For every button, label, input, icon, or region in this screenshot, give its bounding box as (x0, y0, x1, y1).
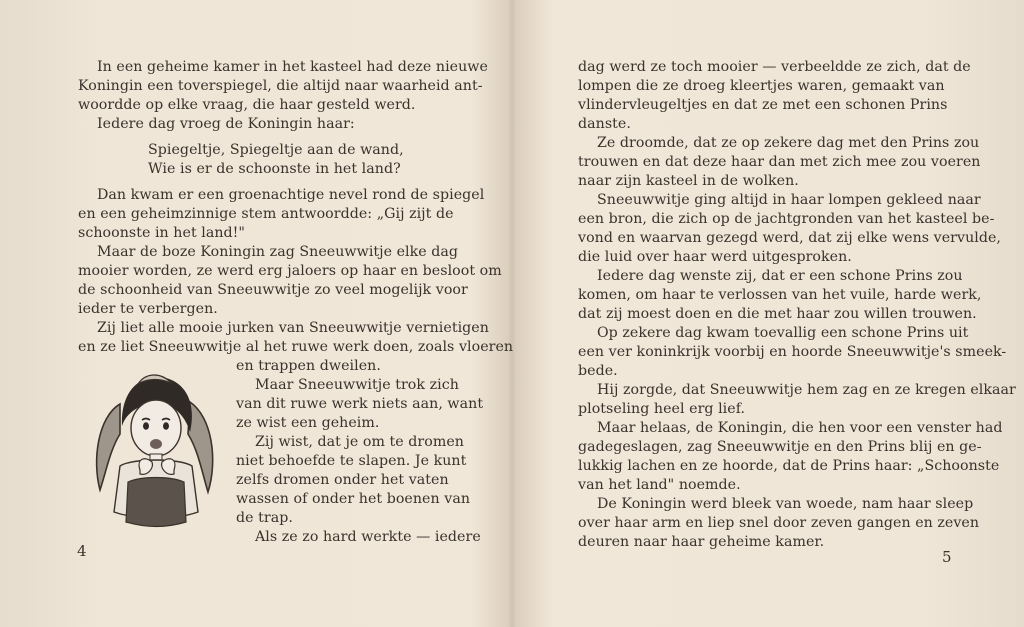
text-line: Maar helaas, de Koningin, die hen voor een venster had (597, 420, 1003, 436)
text-line: Koningin een toverspiegel, die altijd naar waarheid ant- (78, 78, 483, 94)
text-line: komen, om haar te verlossen van het vuile, harde werk, (578, 287, 982, 303)
right-page (512, 0, 1024, 627)
text-line: vond en waarvan gezegd werd, dat zij elke wens vervulde, (578, 230, 1001, 246)
text-line: die luid over haar werd uitgesproken. (578, 249, 852, 265)
text-line: Als ze zo hard werkte — iedere (255, 529, 481, 545)
text-line: Sneeuwwitje ging altijd in haar lompen gekleed naar (597, 192, 981, 208)
text-line: schoonste in het land!" (78, 225, 245, 241)
text-line: Maar Sneeuwwitje trok zich (255, 377, 459, 393)
text-line: lompen die ze droeg kleertjes waren, gemaakt van (578, 78, 945, 94)
text-line: niet behoefde te slapen. Je kunt (236, 453, 467, 469)
text-line: wassen of onder het boenen van (236, 491, 471, 507)
text-line: bede. (578, 363, 618, 379)
page-number: 5 (942, 548, 952, 566)
text-line: dat zij moest doen en die met haar zou willen trouwen. (578, 306, 977, 322)
text-line: Zij liet alle mooie jurken van Sneeuwwitje vernietigen (97, 320, 489, 336)
text-line: van dit ruwe werk niets aan, want (236, 396, 484, 412)
verse-line: Spiegeltje, Spiegeltje aan de wand, (148, 142, 404, 158)
text-line: De Koningin werd bleek van woede, nam haar sleep (597, 496, 974, 512)
text-line: en ze liet Sneeuwwitje al het ruwe werk doen, zoals vloeren (78, 339, 514, 355)
text-line: een bron, die zich op de jachtgronden van het kasteel be- (578, 211, 995, 227)
text-line: trouwen en dat deze haar dan met zich mee zou voeren (578, 154, 981, 170)
verse-line: Wie is er de schoonste in het land? (148, 161, 401, 177)
text-line: In een geheime kamer in het kasteel had deze nieuwe (97, 59, 488, 75)
text-line: gadegeslagen, zag Sneeuwwitje en den Prins blij en ge- (578, 439, 982, 455)
text-line: lukkig lachen en ze hoorde, dat de Prins haar: „Schoonste (578, 458, 1000, 474)
text-line: en trappen dweilen. (236, 358, 381, 374)
text-line: een ver koninkrijk voorbij en hoorde Sneeuwwitje's smeek- (578, 344, 1007, 360)
text-line: ze wist een geheim. (236, 415, 380, 431)
text-line: dag werd ze toch mooier — verbeeldde ze zich, dat de (578, 59, 971, 75)
text-line: ieder te verbergen. (78, 301, 218, 317)
text-line: plotseling heel erg lief. (578, 401, 746, 417)
text-line: Op zekere dag kwam toevallig een schone Prins uit (597, 325, 969, 341)
text-line: Dan kwam er een groenachtige nevel rond de spiegel (97, 187, 485, 203)
text-line: van het land" noemde. (578, 477, 741, 493)
text-line: Iedere dag vroeg de Koningin haar: (97, 116, 355, 132)
text-line: mooier worden, ze werd erg jaloers op haar en besloot om (78, 263, 502, 279)
text-line: Maar de boze Koningin zag Sneeuwwitje elke dag (97, 244, 459, 260)
text-line: naar zijn kasteel in de wolken. (578, 173, 799, 189)
text-line: Ze droomde, dat ze op zekere dag met den Prins zou (597, 135, 980, 151)
text-line: de trap. (236, 510, 293, 526)
text-line: de schoonheid van Sneeuwwitje zo veel mogelijk voor (78, 282, 468, 298)
text-line: over haar arm en liep snel door zeven gangen en zeven (578, 515, 980, 531)
text-line: en een geheimzinnige stem antwoordde: „Gij zijt de (78, 206, 454, 222)
text-line: zelfs dromen onder het vaten (236, 472, 449, 488)
text-line: woordde op elke vraag, die haar gesteld werd. (78, 97, 416, 113)
text-line: deuren naar haar geheime kamer. (578, 534, 825, 550)
page-number: 4 (77, 542, 87, 560)
text-line: Zij wist, dat je om te dromen (255, 434, 464, 450)
text-line: Iedere dag wenste zij, dat er een schone Prins zou (597, 268, 963, 284)
text-line: vlindervleugeltjes en dat ze met een schonen Prins (578, 97, 948, 113)
text-line: danste. (578, 116, 631, 132)
snow-white-illustration (80, 362, 230, 537)
text-line: Hij zorgde, dat Sneeuwwitje hem zag en ze kregen elkaar (597, 382, 1016, 398)
